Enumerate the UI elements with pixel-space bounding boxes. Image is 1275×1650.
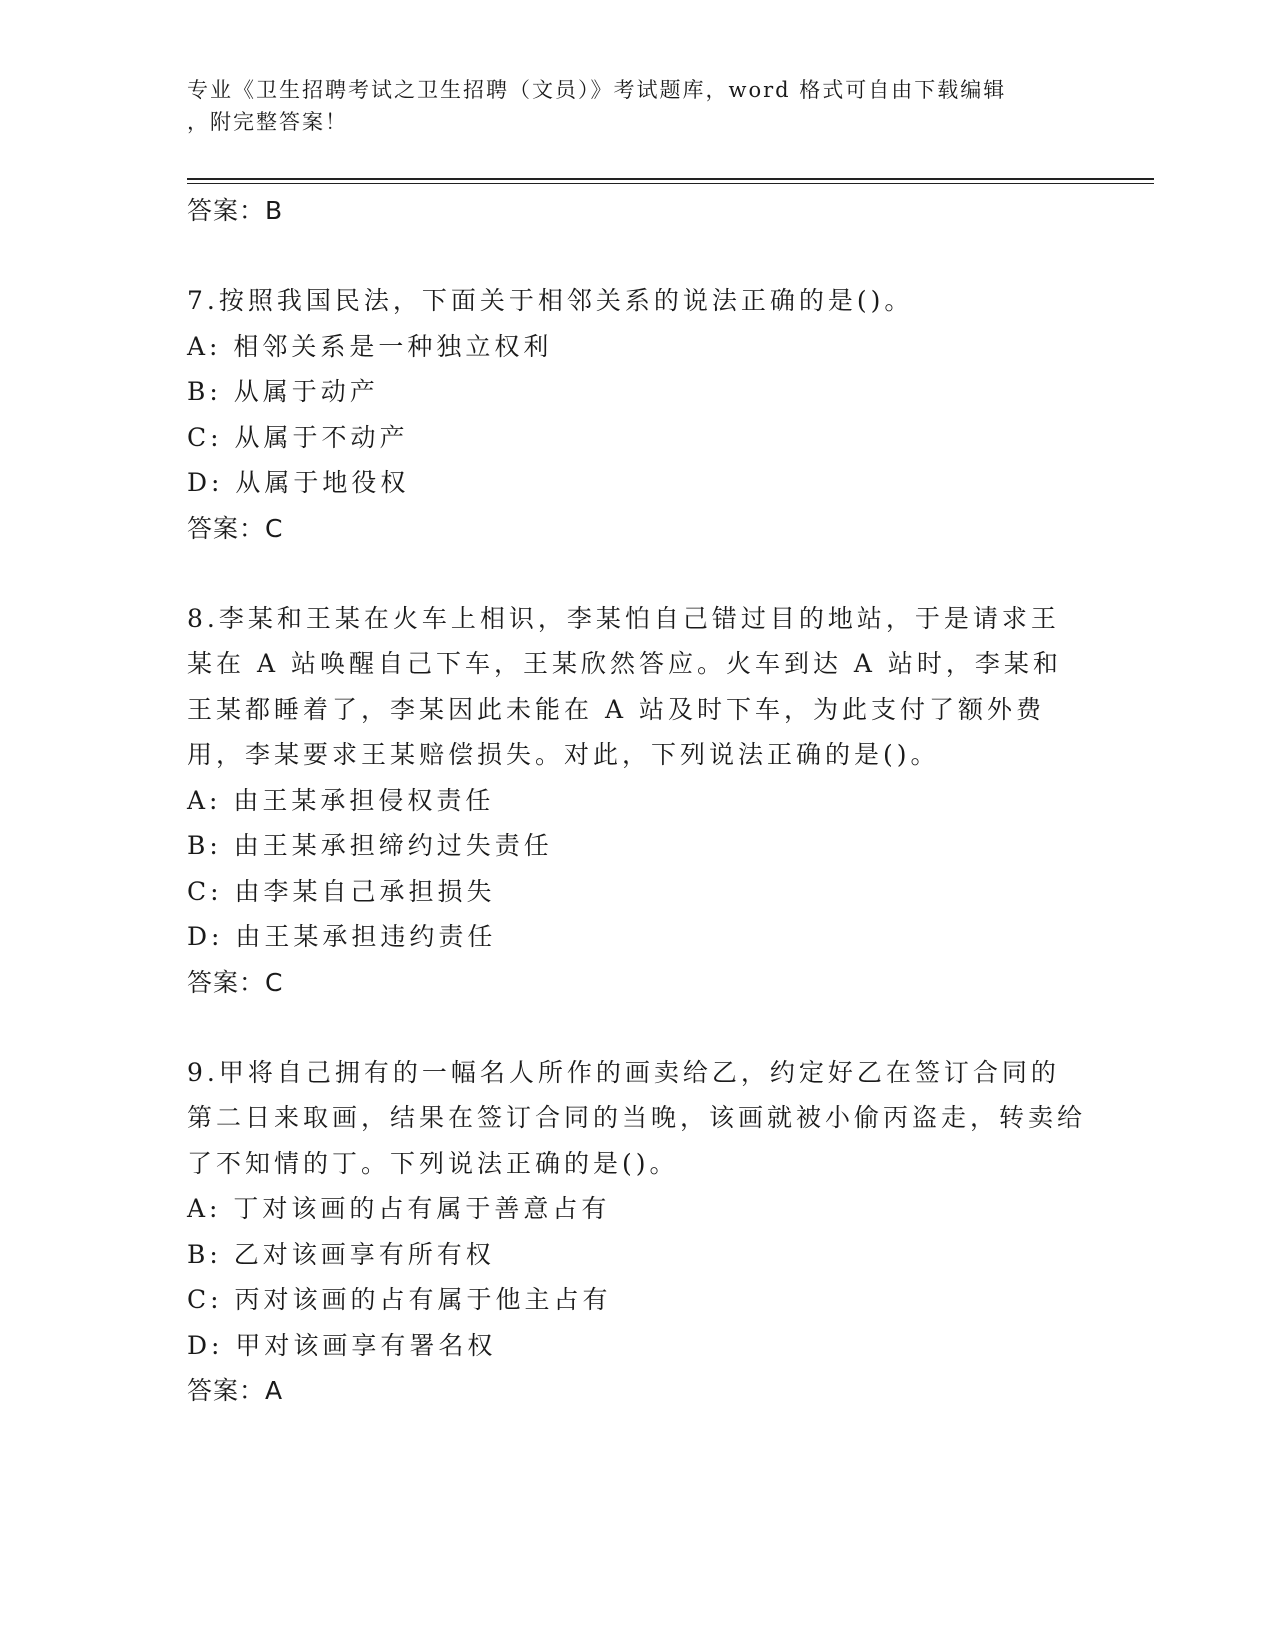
option-a: A: 由王某承担侵权责任 xyxy=(187,785,495,815)
question-8 xyxy=(187,596,1087,1006)
header-rule-thick xyxy=(187,178,1154,180)
document-body xyxy=(187,188,1087,1414)
option-c: C: 丙对该画的占有属于他主占有 xyxy=(187,1285,612,1314)
question-stem: 7.按照我国民法，下面关于相邻关系的说法正确的是()。 xyxy=(187,286,914,315)
option-b: B: 乙对该画享有所有权 xyxy=(187,1239,495,1269)
previous-answer: 答案：B xyxy=(187,196,284,225)
option-a: A: 丁对该画的占有属于善意占有 xyxy=(187,1194,611,1223)
option-d: D: 从属于地役权 xyxy=(187,468,410,497)
question-stem: 9.甲将自己拥有的一幅名人所作的画卖给乙，约定好乙在签订合同的第二日来取画，结果在签订合同的当晚，该画就被小偷丙盗走，转卖给了不知情的丁。下列说法正确的是()。 xyxy=(187,1057,1087,1178)
option-d: D: 由王某承担违约责任 xyxy=(187,922,497,951)
question-answer: 答案：C xyxy=(187,967,284,997)
question-answer: 答案：A xyxy=(187,1376,284,1405)
document-header: 专业《卫生招聘考试之卫生招聘（文员）》考试题库，word 格式可自由下载编辑 ，附完整答案！ xyxy=(187,78,1007,134)
option-d: D: 甲对该画享有署名权 xyxy=(187,1330,497,1360)
option-a: A: 相邻关系是一种独立权利 xyxy=(187,331,553,361)
header-rule-thin xyxy=(187,183,1154,184)
question-9 xyxy=(187,1050,1087,1415)
question-7 xyxy=(187,278,1087,552)
question-stem: 8.李某和王某在火车上相识，李某怕自己错过目的地站，于是请求王某在 A 站唤醒自己下车，王某欣然答应。火车到达 A 站时，李某和王某都睡着了，李某因此未能在 A 站及时下车，为此支付了额外费用，李某要求王某赔偿损失。对此，下列说法正确的是()。 xyxy=(187,603,1062,769)
option-b: B: 从属于动产 xyxy=(187,377,379,406)
question-answer: 答案：C xyxy=(187,513,284,543)
option-b: B: 由王某承担缔约过失责任 xyxy=(187,831,553,860)
option-c: C: 由李某自己承担损失 xyxy=(187,876,496,906)
option-c: C: 从属于不动产 xyxy=(187,422,409,452)
